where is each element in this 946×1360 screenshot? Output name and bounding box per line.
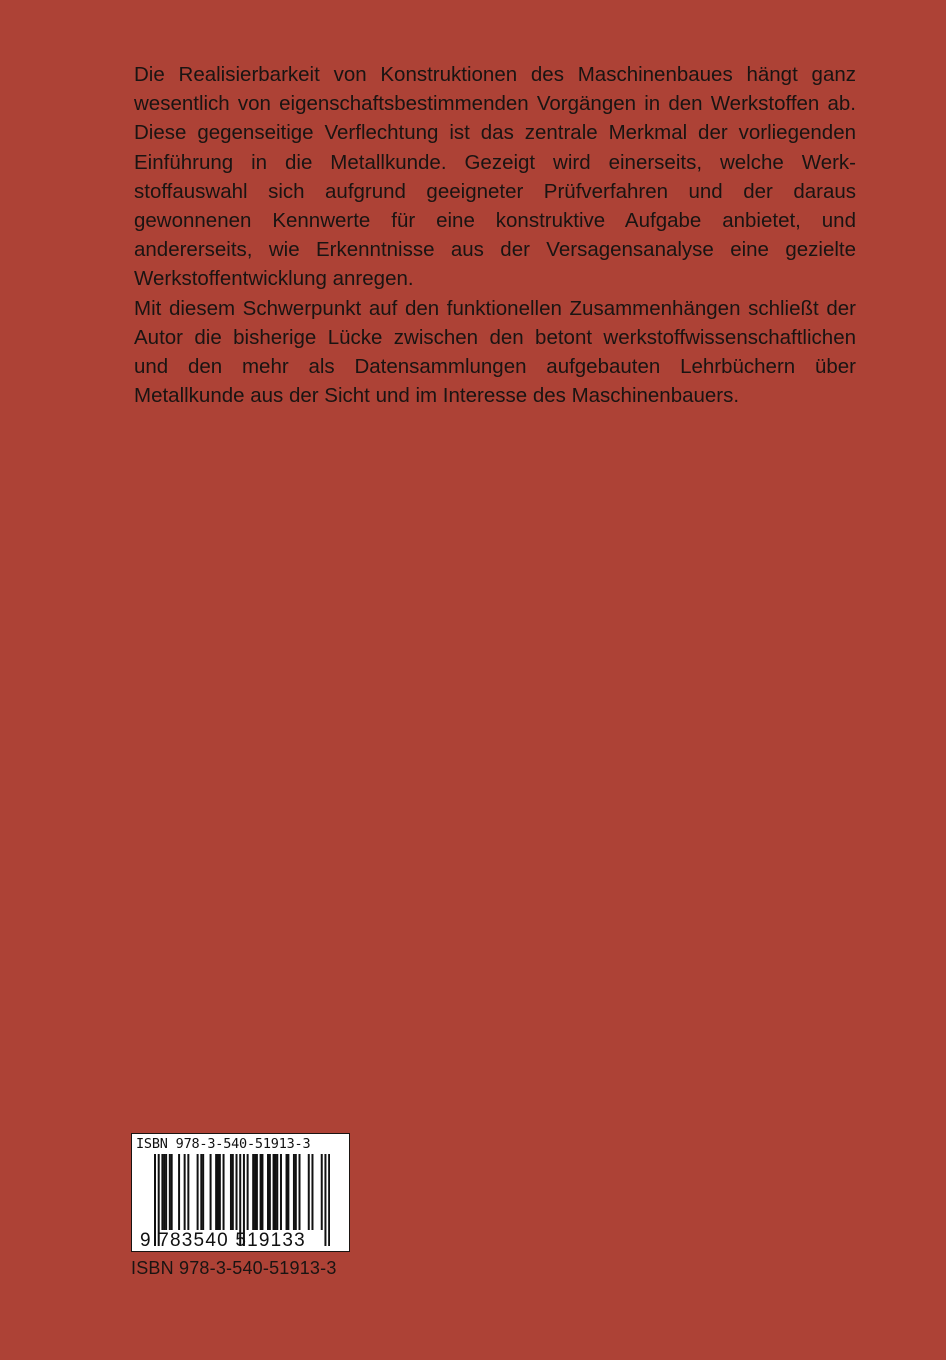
barcode-bar xyxy=(324,1154,326,1246)
barcode-bar xyxy=(287,1154,289,1230)
barcode-bar xyxy=(230,1154,232,1230)
barcode-bar xyxy=(165,1154,167,1230)
barcode-bar xyxy=(321,1154,323,1230)
barcode-bar xyxy=(219,1154,221,1230)
barcode-bar xyxy=(202,1154,204,1230)
back-cover-blurb xyxy=(134,60,856,410)
blurb-paragraph-1: Die Realisierbarkeit von Konstruktionen des Maschinenbaues hängt ganz wesentlich von eigenschaftsbestimmenden Vorgängen in den Werkstoffen ab. Diese gegenseitige Verflechtung ist das zentrale Merkmal der vorliegenden Einführung in die Metallkunde. Gezeigt wird einerseits, welche Werkstoffauswahl sich aufgrund geeigneter Prüfverfahren und der daraus gewonnenen Kennwerte für eine konstruktive Aufgabe anbietet, und andererseits, wie Erkenntnisse aus der Versagensanalyse eine gezielte Werkstoffentwicklung anregen. xyxy=(134,63,856,291)
isbn-barcode xyxy=(131,1133,350,1252)
barcode-bar xyxy=(232,1154,234,1230)
barcode-bar xyxy=(247,1154,249,1230)
barcode-bar xyxy=(236,1154,238,1230)
barcode-bar xyxy=(163,1154,165,1230)
barcode-bar xyxy=(187,1154,189,1230)
barcode-bar xyxy=(308,1154,310,1230)
barcode-bar xyxy=(200,1154,202,1230)
barcode-digits: 9 783540 519133 xyxy=(140,1230,306,1251)
barcode-bar xyxy=(184,1154,186,1230)
barcode-bar xyxy=(178,1154,180,1230)
barcode-isbn-label: ISBN 978-3-540-51913-3 xyxy=(136,1136,311,1152)
blurb-paragraph-2: Mit diesem Schwerpunkt auf den funktionellen Zusammenhängen schließt der Autor die bisherige Lücke zwischen den betont werkstoffwissenschaftlichen und den mehr als Datensammlungen aufgebauten Lehrbüchern über Metallkunde aus der Sicht und im Interesse des Maschinenbauers. xyxy=(134,296,856,408)
isbn-text: ISBN 978-3-540-51913-3 xyxy=(131,1258,337,1278)
barcode-bar xyxy=(260,1154,262,1230)
barcode-bar xyxy=(299,1154,301,1230)
barcode-bar xyxy=(274,1154,276,1230)
barcode-bar xyxy=(267,1154,269,1230)
barcode-bar xyxy=(210,1154,212,1230)
barcode-bar xyxy=(280,1154,282,1230)
barcode-bar xyxy=(169,1154,171,1230)
barcode-bar xyxy=(161,1154,163,1230)
barcode-bar xyxy=(171,1154,173,1230)
barcode-bar xyxy=(293,1154,295,1230)
barcode-bar xyxy=(276,1154,278,1230)
barcode-bar xyxy=(197,1154,199,1230)
barcode-bar xyxy=(252,1154,254,1230)
barcode-bar xyxy=(295,1154,297,1230)
barcode-bar xyxy=(311,1154,313,1230)
barcode-bar xyxy=(273,1154,275,1230)
barcode-bar xyxy=(217,1154,219,1230)
barcode-bar xyxy=(328,1154,330,1246)
barcode-bar xyxy=(256,1154,258,1230)
barcode-bar xyxy=(254,1154,256,1230)
barcode-bar xyxy=(286,1154,288,1230)
barcode-bar xyxy=(261,1154,263,1230)
barcode-bar xyxy=(269,1154,271,1230)
barcode-bar xyxy=(223,1154,225,1230)
barcode-bar xyxy=(215,1154,217,1230)
